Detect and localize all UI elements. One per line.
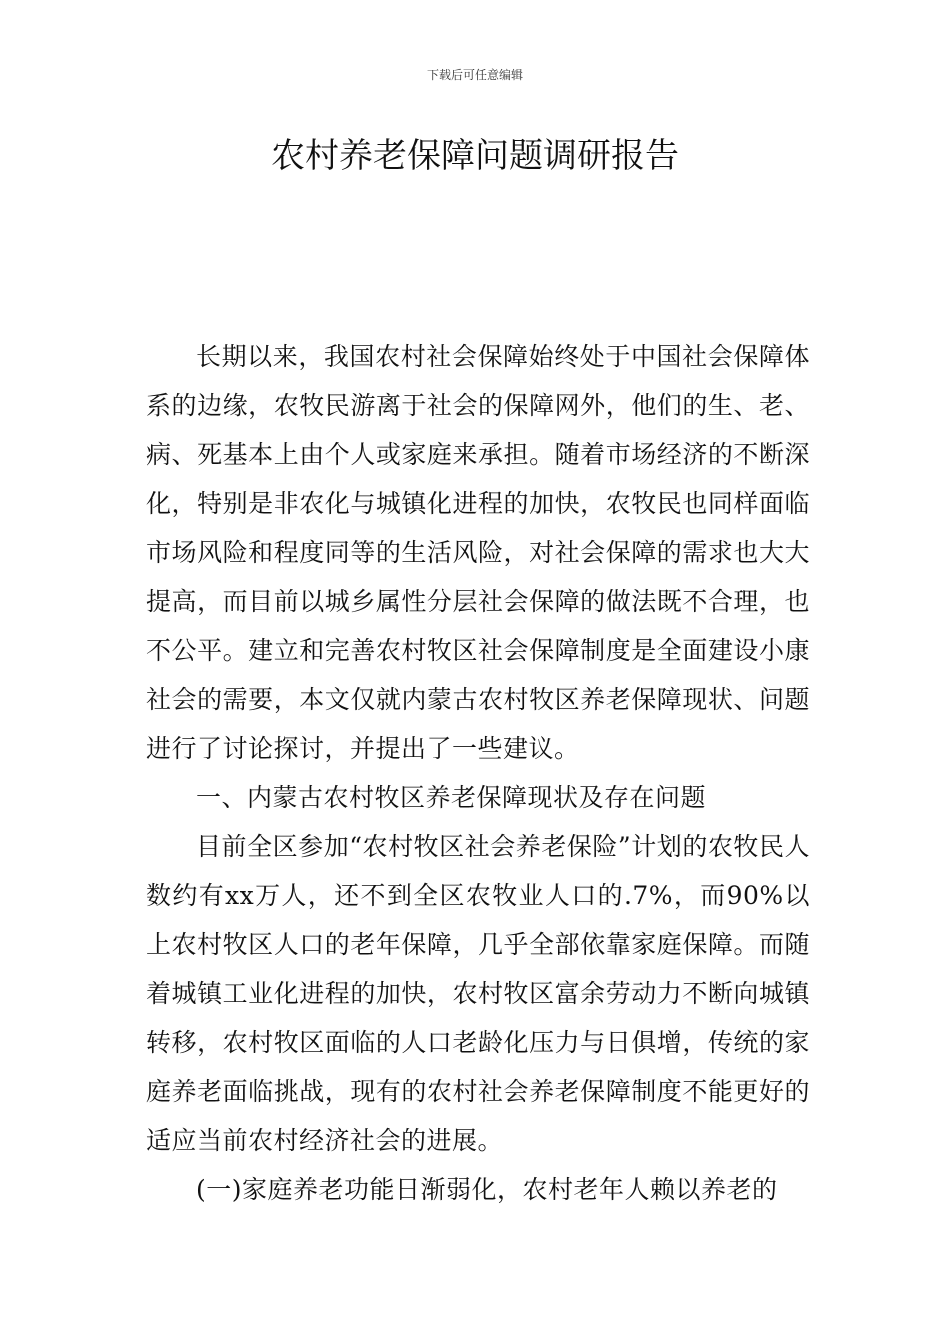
header-note: 下载后可任意编辑 <box>426 68 523 82</box>
document-body <box>146 332 810 1214</box>
subsection-heading-1: (一)家庭养老功能日渐弱化，农村老年人赖以养老的 <box>196 1175 778 1204</box>
paragraph-status: 目前全区参加“农村牧区社会养老保险”计划的农牧民人数约有xx万人，还不到全区农牧业人口的.7%，而90%以上农村牧区人口的老年保障，几乎全部依靠家庭保障。而随着城镇工业化进程的加快，农村牧区富余劳动力不断向城镇转移，农村牧区面临的人口老龄化压力与日俱增，传统的家庭养老面临挑战，现有的农村社会养老保障制度不能更好的适应当前农村经济社会的进展。 <box>146 832 810 1155</box>
section-heading-1: 一、内蒙古农村牧区养老保障现状及存在问题 <box>196 783 707 812</box>
paragraph-intro: 长期以来，我国农村社会保障始终处于中国社会保障体系的边缘，农牧民游离于社会的保障网外，他们的生、老、病、死基本上由个人或家庭来承担。随着市场经济的不断深化，特别是非农化与城镇化进程的加快，农牧民也同样面临市场风险和程度同等的生活风险，对社会保障的需求也大大提高，而目前以城乡属性分层社会保障的做法既不合理，也不公平。建立和完善农村牧区社会保障制度是全面建设小康社会的需要，本文仅就内蒙古农村牧区养老保障现状、问题进行了讨论探讨，并提出了一些建议。 <box>146 342 810 763</box>
document-title: 农村养老保障问题调研报告 <box>271 136 679 176</box>
